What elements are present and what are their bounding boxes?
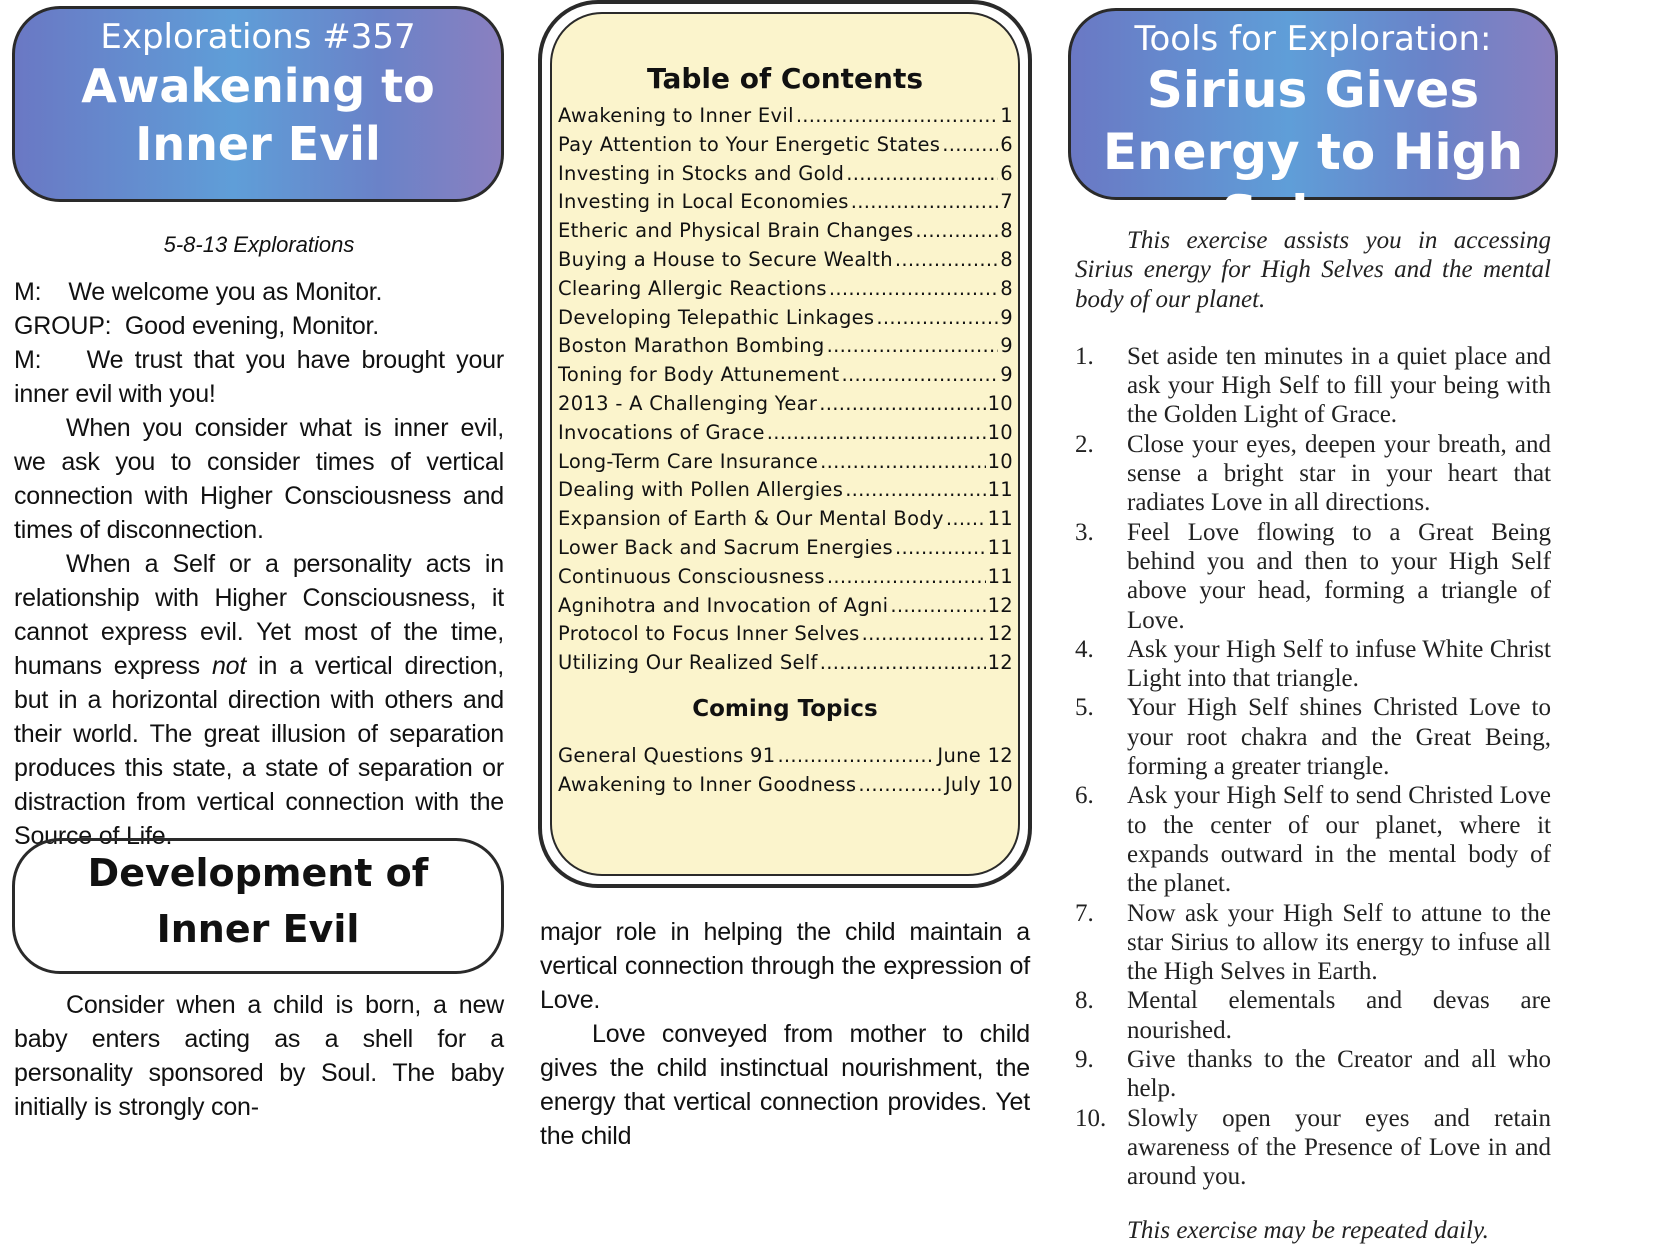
step-number: 6. [1075,782,1094,810]
toc-entry [558,773,1013,802]
toc-leader-dots [858,773,942,796]
dialogue-text: Good evening, Monitor. [124,312,380,340]
toc-entry-page: 8 [1000,247,1013,271]
paragraph: major role in helping the child maintain a vertical connection through the expression of Love. [540,918,1030,1014]
toc-entry [558,306,1013,335]
toc-entry-title: Utilizing Our Realized Self [558,651,818,675]
toc-leader-dots [895,536,986,559]
step-text: Slowly open your eyes and retain awareness of the Presence of Love in and around you. [1127,1104,1551,1191]
toc-leader-dots [890,594,985,617]
step-text: Ask your High Self to send Christed Love to the center of our planet, where it expands outward in the mental body of the planet. [1127,782,1551,898]
toc-entry-title: Invocations of Grace [558,420,765,444]
toc-leader-dots [862,622,986,645]
step-number: 4. [1075,635,1094,663]
exercise-title: Sirius Gives Energy to High Selves [1102,61,1524,243]
tools-banner [1068,8,1558,243]
toc-entry-title: Long-Term Care Insurance [558,449,819,473]
step-number: 8. [1075,987,1094,1015]
toc-entry [558,622,1013,651]
article-body [14,275,504,853]
toc-leader-dots [827,565,986,588]
coming-topics-title: Coming Topics [692,696,878,722]
toc-entry-title: Protocol to Focus Inner Selves [558,622,860,646]
toc-entry-title: Boston Marathon Bombing [558,334,825,358]
toc-entry-title: Developing Telepathic Linkages [558,305,875,329]
step-number: 9. [1075,1046,1094,1074]
exercise-step [1075,518,1551,635]
toc-entry-title: Pay Attention to Your Energetic States [558,132,941,156]
step-text: Give thanks to the Creator and all who help. [1127,1046,1551,1103]
toc-entry-title: Awakening to Inner Goodness [558,772,857,796]
toc-leader-dots [915,219,998,242]
toc-entry-page: 11 [987,564,1013,588]
toc-entry-page: 6 [1000,161,1013,185]
toc-leader-dots [820,651,986,674]
toc-entry-title: Lower Back and Sacrum Energies [558,535,893,559]
dateline: 5-8-13 Explorations [163,232,355,257]
toc-entry-title: Toning for Body Attunement [558,363,840,387]
toc-leader-dots [841,363,998,386]
dialogue-text: We welcome you as Monitor. [68,278,383,306]
toc-leader-dots [777,744,935,767]
toc-entry [558,421,1013,450]
toc-entry-page: 7 [1000,190,1013,214]
toc-entry [558,536,1013,565]
toc-entry-title: 2013 - A Challenging Year [558,391,818,415]
dialogue-text: We trust that you have brought your inner evil with you! [14,346,504,408]
paragraph: When you consider what is inner evil, we ask you to consider times of vertical connection with Higher Consciousness and times of disconnection. [14,414,504,544]
speaker-label: M: [14,346,42,374]
step-number: 1. [1075,342,1094,370]
toc-entry [558,565,1013,594]
toc-leader-dots [796,104,998,127]
speaker-label: GROUP: [14,312,112,340]
toc-leader-dots [767,421,986,444]
toc-entry-page: June 12 [937,744,1013,767]
toc-list [558,104,1013,680]
toc-entry-page: July 10 [944,772,1013,796]
toc-leader-dots [845,478,985,501]
toc-entry-page: 6 [1000,132,1013,156]
toc-entry [558,334,1013,363]
toc-entry-page: 12 [987,651,1013,675]
exercise-step [1075,430,1551,518]
toc-title: Table of Contents [646,62,923,95]
exercise-intro: This exercise assists you in accessing Sirius energy for High Selves and the mental body of our planet. [1075,227,1551,313]
toc-entry-page: 10 [987,391,1013,415]
step-number: 10. [1075,1104,1107,1132]
speaker-label: M: [14,278,42,306]
toc-entry-title: Clearing Allergic Reactions [558,276,827,300]
toc-entry [558,478,1013,507]
toc-entry [558,190,1013,219]
toc-leader-dots [846,162,998,185]
toc-entry-page: 1 [1000,104,1013,127]
dialogue-line [14,309,504,343]
toc-entry-title: Awakening to Inner Evil [558,104,794,127]
toc-entry-page: 9 [1000,334,1013,358]
section-heading [12,838,504,974]
toc-entry-page: 8 [1000,276,1013,300]
dialogue-line [14,343,504,411]
toc-entry-page: 11 [987,478,1013,502]
article-body-middle [540,915,1030,1153]
exercise-step [1075,693,1551,781]
toc-entry-title: Etheric and Physical Brain Changes [558,219,914,243]
toc-leader-dots [819,392,985,415]
toc-entry [558,133,1013,162]
exercise-closing: This exercise may be repeated daily. [1127,1216,1489,1244]
step-text: Set aside ten minutes in a quiet place and ask your High Self to fill your being with the Golden Light of Grace. [1127,342,1551,429]
toc-entry-title: Agnihotra and Invocation of Agni [558,593,889,617]
toc-entry [558,651,1013,680]
toc-entry-page: 12 [987,593,1013,617]
exercise-step [1075,781,1551,898]
step-number: 2. [1075,430,1094,458]
issue-number: Explorations #357 [100,17,416,57]
exercise-step [1075,1045,1551,1104]
toc-entry-page: 11 [987,507,1013,531]
step-text: Your High Self shines Christed Love to your root chakra and the Great Being, forming a greater triangle. [1127,694,1551,781]
toc-entry [558,162,1013,191]
toc-entry [558,392,1013,421]
toc-entry [558,248,1013,277]
toc-entry [558,507,1013,536]
toc-entry-page: 9 [1000,363,1013,387]
toc-entry-title: General Questions 91 [558,744,776,767]
paragraph: Love conveyed from mother to child gives the child instinctual nourishment, the energy that vertical connection provides. Yet the child [540,1020,1030,1150]
exercise-step [1075,986,1551,1045]
exercise-step [1075,1104,1551,1192]
exercise-steps [1075,342,1551,1192]
toc-entry-page: 10 [987,420,1013,444]
exercise-step [1075,342,1551,430]
toc-entry [558,744,1013,773]
explorations-banner [12,6,504,202]
toc-entry-title: Dealing with Pollen Allergies [558,478,844,502]
coming-topics-list [558,744,1013,802]
article-body-continued [14,988,504,1124]
toc-leader-dots [942,133,998,156]
tools-kicker: Tools for Exploration: [1134,19,1492,59]
step-text: Now ask your High Self to attune to the star Sirius to allow its energy to infuse all the High Selves in Earth. [1127,899,1551,986]
toc-entry-title: Investing in Local Economies [558,190,849,214]
toc-entry-page: 12 [987,622,1013,646]
step-number: 7. [1075,899,1094,927]
toc-entry-page: 9 [1000,305,1013,329]
dialogue-line [14,275,504,309]
toc-leader-dots [820,450,985,473]
exercise-step [1075,899,1551,987]
toc-entry [558,450,1013,479]
article-title: Awakening to Inner Evil [81,59,435,171]
toc-leader-dots [895,248,998,271]
step-text: Ask your High Self to infuse White Christ Light into that triangle. [1127,635,1551,693]
step-text: Close your eyes, deepen your breath, and sense a bright star in your heart that radiates Love in all directions. [1127,430,1551,517]
toc-entry [558,363,1013,392]
step-number: 5. [1075,694,1094,722]
step-number: 3. [1075,518,1094,546]
exercise-body [1075,226,1551,1245]
toc-leader-dots [876,306,998,329]
paragraph: When a Self or a personality acts in relationship with Higher Consciousness, it cannot express evil. Yet most of the time, humans express not in a vertical direction, but in a horizontal direction with others and their world. The great illusion of separation produces this state, a state of separation or distraction from vertical connection with the Source of Life. [14,550,504,850]
section-heading-line: Development of [87,851,429,895]
toc-entry [558,594,1013,623]
step-text: Mental elementals and devas are nourished. [1127,987,1551,1044]
step-text: Feel Love flowing to a Great Being behind you and then to your High Self above your head, forming a triangle of Love. [1127,518,1551,634]
toc-entry-title: Buying a House to Secure Wealth [558,247,893,271]
toc-entry [558,104,1013,133]
toc-entry-title: Investing in Stocks and Gold [558,161,845,185]
toc-entry-title: Continuous Consciousness [558,564,825,588]
toc-leader-dots [827,334,999,357]
toc-entry-title: Expansion of Earth & Our Mental Body [558,507,944,531]
toc-entry [558,277,1013,306]
exercise-step [1075,635,1551,694]
paragraph: Consider when a child is born, a new baby enters acting as a shell for a personality sponsored by Soul. The baby initially is strongly con- [14,991,504,1121]
toc-leader-dots [946,507,986,530]
toc-leader-dots [829,277,998,300]
toc-leader-dots [851,190,999,213]
toc-entry-page: 8 [1000,219,1013,243]
toc-entry-page: 10 [987,449,1013,473]
toc-entry [558,219,1013,248]
section-heading-line: Inner Evil [156,907,360,951]
toc-entry-page: 11 [987,535,1013,559]
